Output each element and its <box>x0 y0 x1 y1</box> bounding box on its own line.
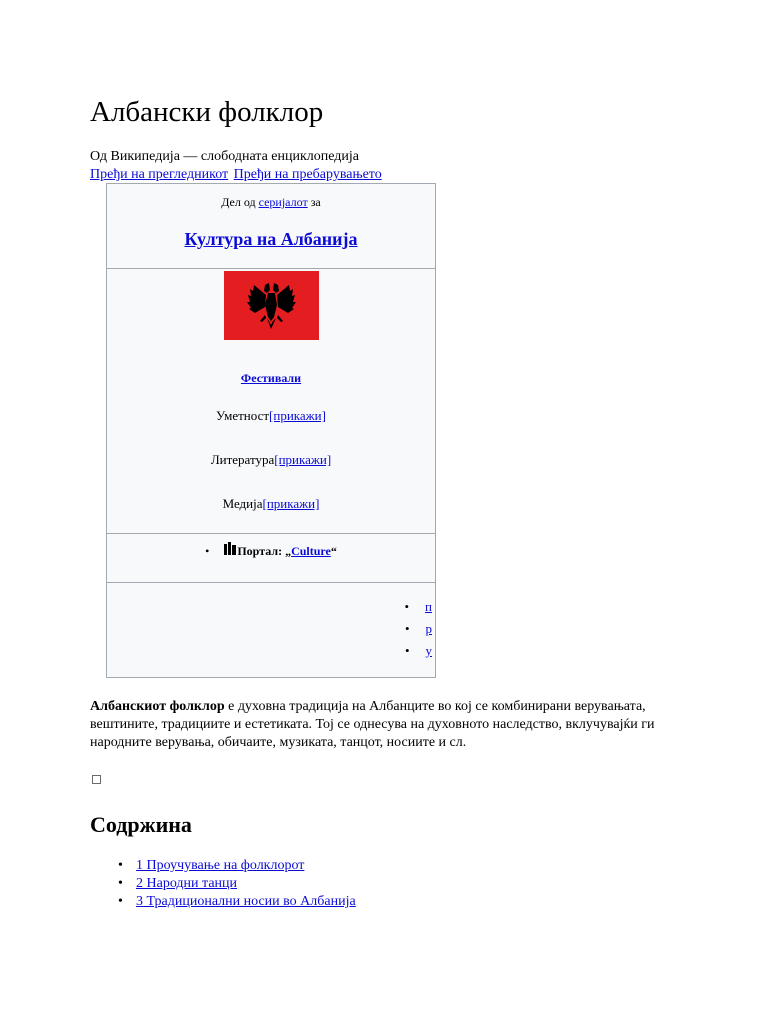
toc-link-folk-dances[interactable]: 2 Народни танци <box>136 876 238 891</box>
site-tagline: Од Википедија — слободната енциклопедија <box>90 149 360 164</box>
bullet-icon: • <box>404 621 410 636</box>
part-of-series <box>107 194 435 210</box>
bullet-icon: • <box>205 544 210 558</box>
toc-link-traditional-costumes[interactable]: 3 Традиционални носии во Албанија <box>136 894 356 909</box>
culture-portal-link[interactable]: Culture <box>291 544 331 558</box>
portal-icon <box>223 544 237 558</box>
portal-label: Портал: „ <box>237 544 292 558</box>
nav-section-media <box>107 495 435 512</box>
toc-toggle-checkbox[interactable] <box>92 775 101 784</box>
jump-links <box>90 166 384 184</box>
nav-section-label: Литература <box>210 452 275 467</box>
vte-item-discuss <box>405 620 432 637</box>
infobox-divider <box>107 533 435 534</box>
page-title: Албански фолклор <box>90 96 324 128</box>
bullet-icon: • <box>118 876 123 891</box>
portal-row <box>107 542 435 559</box>
infobox-divider <box>107 582 435 583</box>
lead-text: е духовна традиција на Албанците во кој се комбинирани верувањата, вештините, традициите и естетиката. Тој се однесува на духовното наследство, вклучувајќи ги народните верувања, обичаите, музиката, танцот, носиите и сл. <box>90 699 655 750</box>
view-template-link[interactable]: п <box>425 599 432 614</box>
jump-to-navigation-link[interactable]: Пређи на прегледникот <box>90 167 229 182</box>
albanian-flag-icon[interactable] <box>224 271 319 340</box>
festivals-heading <box>107 370 435 386</box>
nav-section-label: Медија <box>222 496 263 511</box>
toc-item <box>118 857 356 875</box>
festivals-link[interactable]: Фестивали <box>240 371 302 385</box>
show-literature-toggle[interactable]: [прикажи] <box>274 452 332 467</box>
toc-title: Содржина <box>90 812 192 837</box>
nav-section-art <box>107 407 435 424</box>
toc-link-folklore-study[interactable]: 1 Проучување на фолклорот <box>136 858 305 873</box>
edit-template-link[interactable]: у <box>425 643 432 658</box>
discuss-template-link[interactable]: р <box>425 621 432 636</box>
vte-item-view <box>404 598 432 615</box>
bullet-icon: • <box>404 643 410 658</box>
double-headed-eagle-icon <box>224 271 319 340</box>
infobox-divider <box>107 268 435 269</box>
part-of-suffix: за <box>307 195 321 209</box>
show-art-toggle[interactable]: [прикажи] <box>269 408 326 423</box>
bullet-icon: • <box>404 599 410 614</box>
lead-paragraph <box>90 698 710 752</box>
infobox-heading <box>107 228 435 250</box>
show-media-toggle[interactable]: [прикажи] <box>262 496 320 511</box>
toc-item <box>118 875 356 893</box>
vte-item-edit <box>405 642 432 659</box>
nav-section-label: Уметност <box>216 408 270 423</box>
series-link[interactable]: серијалот <box>258 195 308 209</box>
toc-list <box>118 857 356 911</box>
bullet-icon: • <box>118 894 123 909</box>
nav-section-literature <box>107 451 435 468</box>
jump-to-search-link[interactable]: Пређи на пребарувањето <box>233 167 382 182</box>
bullet-icon: • <box>118 858 123 873</box>
portal-suffix: “ <box>330 544 337 558</box>
culture-of-albania-link[interactable]: Култура на Албанија <box>184 229 358 249</box>
lead-bold-term: Албанскиот фолклор <box>90 699 225 714</box>
toc-item <box>118 893 356 911</box>
part-of-prefix: Дел од <box>221 195 259 209</box>
culture-infobox <box>106 183 436 678</box>
